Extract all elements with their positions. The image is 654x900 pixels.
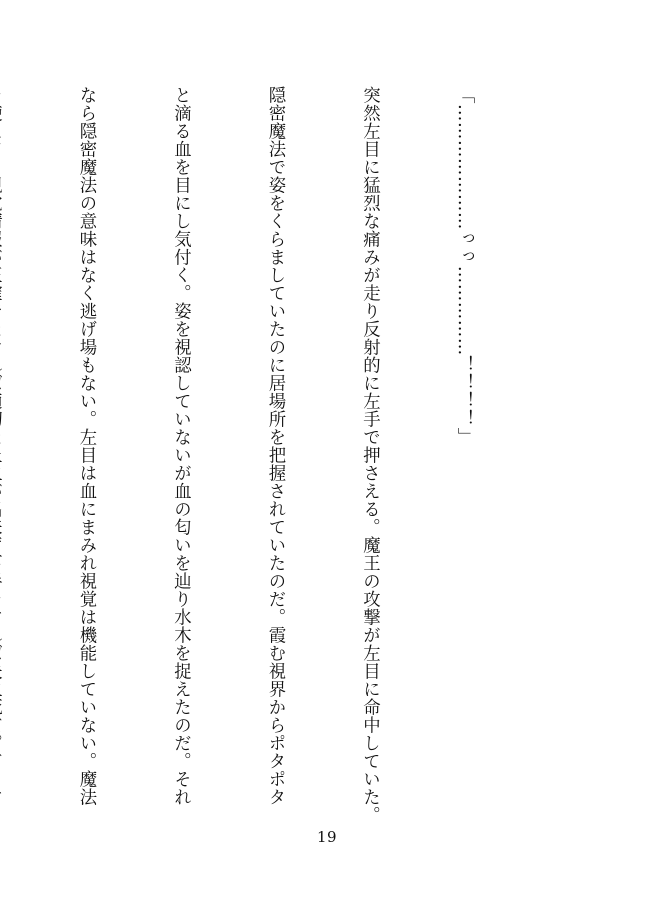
narration-line-5 (0, 86, 7, 806)
narration-line-3: と滴る血を目にし気付く。姿を視認していないが血の匂いを辿り水木を捉えたのだ。それ (170, 86, 191, 806)
vertical-text-block (0, 86, 542, 824)
narration-line-1: 突然左目に猛烈な痛みが走り反射的に左手で押さえる。魔王の攻撃が左目に命中していた。 (359, 86, 380, 824)
narration-line-2: 隠密魔法で姿をくらましていたのに居場所を把握されていたのだ。霞む視界からポタポタ (265, 86, 285, 806)
page-number: 19 (316, 828, 338, 846)
dialogue-line-scream: 「…………………っっ……………！！！！」 (454, 86, 474, 446)
narration-line-4: なら隠密魔法の意味はなく逃げ場もない。左目は血にまみれ視覚は機能していない。魔法 (76, 86, 96, 806)
